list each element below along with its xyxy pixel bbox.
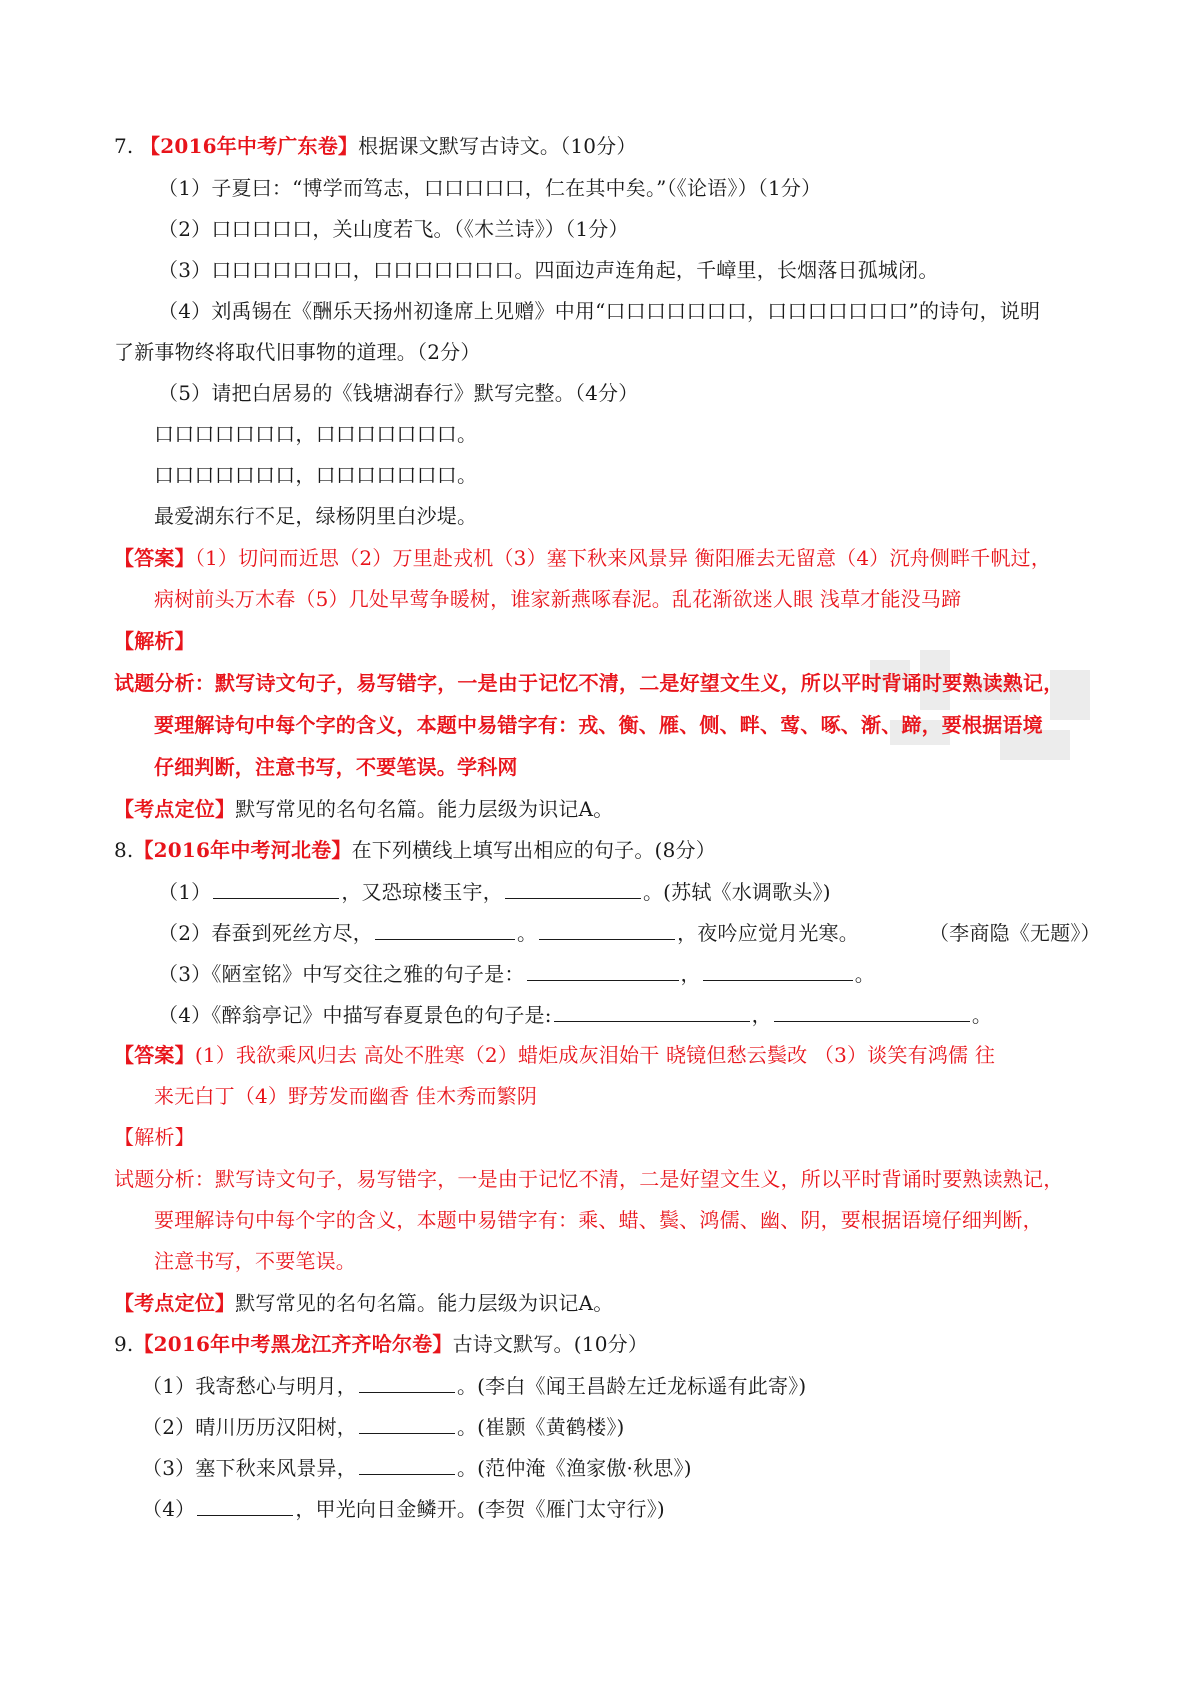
q7-poem-line-3: 最爱湖东行不足，绿杨阴里白沙堤。	[154, 504, 478, 528]
q8-item-2-author: （李商隐《无题》）	[928, 921, 1101, 945]
q8-point	[114, 1290, 613, 1316]
q8-answer-label: 【答案】	[114, 1043, 195, 1067]
q8-answer-line-1: (1）我欲乘风归去 高处不胜寒（2）蜡炬成灰泪始干 晓镜但愁云鬓改 （3）谈笑有鸿儒 往	[194, 1043, 996, 1067]
q7-source: 【2016年中考广东卷】	[140, 134, 359, 158]
q7-title: 根据课文默写古诗文。（10分）	[358, 134, 637, 158]
q8-heading	[114, 837, 716, 863]
q9-heading	[114, 1331, 648, 1357]
q7-item-1: （1）子夏曰：“博学而笃志，口口口口口，仁在其中矣。”（《论语》）（1分）	[158, 176, 822, 200]
q7-analysis-line-2: 要理解诗句中每个字的含义，本题中易错字有：戎、衡、雁、侧、畔、莺、啄、渐、蹄，要根据语境	[154, 713, 1043, 737]
q8-analysis-line-3: 注意书写，不要笔误。	[154, 1249, 356, 1273]
q7-answer-label: 【答案】	[114, 546, 195, 570]
q8-answer	[114, 1042, 995, 1068]
q8-answer-line-2: 来无白丁（4）野芳发而幽香 佳木秀而繁阴	[154, 1084, 538, 1108]
q7-answer	[114, 545, 1051, 571]
q7-analysis-line-3: 仔细判断，注意书写，不要笔误。学科网	[154, 755, 518, 779]
q8-blank-1[interactable]	[213, 878, 339, 899]
q8-blank-2[interactable]	[505, 878, 641, 899]
q7-item-4: （4）刘禹锡在《酬乐天扬州初逢席上见赠》中用“口口口口口口口，口口口口口口口”的诗句，说明	[158, 299, 1041, 323]
q7-item-2: （2）口口口口口，关山度若飞。（《木兰诗》）（1分）	[158, 217, 629, 241]
q8-analysis-line-2: 要理解诗句中每个字的含义，本题中易错字有：乘、蜡、鬓、鸿儒、幽、阴，要根据语境仔细判断，	[154, 1208, 1043, 1232]
q8-blank-3[interactable]	[375, 919, 515, 940]
q9-item-4	[142, 1495, 665, 1522]
q9-item-3	[142, 1454, 692, 1481]
q8-point-label: 【考点定位】	[114, 1291, 236, 1315]
q8-number: 8.	[114, 838, 134, 862]
q8-source: 【2016年中考河北卷】	[133, 838, 352, 862]
q9-item-3-prefix: （3）塞下秋来风景异，	[142, 1456, 357, 1480]
q8-item-2-mid: 。	[516, 921, 538, 945]
q8-item-4-suffix: 。	[971, 1003, 993, 1027]
q7-point-text: 默写常见的名句名篇。能力层级为识记A。	[235, 797, 614, 821]
q8-item-2	[158, 919, 1101, 946]
q9-blank-1[interactable]	[359, 1372, 455, 1393]
q8-item-2-prefix: （2）春蚕到死丝方尽，	[158, 921, 373, 945]
q9-blank-4[interactable]	[197, 1495, 293, 1516]
q8-item-4	[158, 1001, 992, 1028]
q9-item-3-suffix: 。(范仲淹《渔家傲·秋思》)	[456, 1456, 692, 1480]
q9-blank-2[interactable]	[359, 1413, 455, 1434]
q9-item-2-suffix: 。(崔颢《黄鹤楼》)	[456, 1415, 625, 1439]
q7-item-5: （5）请把白居易的《钱塘湖春行》默写完整。（4分）	[158, 381, 639, 405]
q7-point	[114, 796, 613, 822]
q8-item-3-mid: ，	[680, 962, 701, 986]
q9-item-4-prefix: （4）	[142, 1497, 196, 1521]
q7-analysis-label: 【解析】	[114, 629, 195, 653]
q8-analysis-line-1: 试题分析：默写诗文句子，易写错字，一是由于记忆不清，二是好望文生义，所以平时背诵时要熟读熟记，	[114, 1167, 1064, 1191]
q7-answer-line-1: （1）切问而近思（2）万里赴戎机（3）塞下秋来风景异 衡阳雁去无留意（4）沉舟侧畔千帆过，	[194, 546, 1052, 570]
q9-title: 古诗文默写。(10分）	[452, 1332, 649, 1356]
q8-blank-7[interactable]	[554, 1001, 750, 1022]
q9-item-1	[142, 1372, 806, 1399]
q9-item-2	[142, 1413, 625, 1440]
q9-number: 9.	[114, 1332, 134, 1356]
q8-item-1-suffix: 。(苏轼《水调歌头》)	[642, 880, 831, 904]
q7-item-4-cont: 了新事物终将取代旧事物的道理。（2分）	[114, 340, 481, 364]
q9-item-2-prefix: （2）晴川历历汉阳树，	[142, 1415, 357, 1439]
q8-item-2-suffix: ，夜吟应觉月光寒。	[677, 921, 859, 945]
q7-heading	[114, 133, 637, 159]
q7-poem-line-1: 口口口口口口口，口口口口口口口。	[154, 422, 478, 446]
q8-item-1-mid: ，又恐琼楼玉宇，	[341, 880, 503, 904]
q9-item-4-suffix: ，甲光向日金鳞开。(李贺《雁门太守行》)	[295, 1497, 665, 1521]
q9-blank-3[interactable]	[359, 1454, 455, 1475]
q8-analysis-label: 【解析】	[114, 1125, 195, 1149]
q8-item-1-prefix: （1）	[158, 880, 212, 904]
q8-blank-4[interactable]	[539, 919, 675, 940]
q8-blank-5[interactable]	[527, 960, 679, 981]
q7-item-3: （3）口口口口口口口，口口口口口口口。四面边声连角起，千嶂里，长烟落日孤城闭。	[158, 258, 939, 282]
q8-point-text: 默写常见的名句名篇。能力层级为识记A。	[235, 1291, 614, 1315]
q9-source: 【2016年中考黑龙江齐齐哈尔卷】	[133, 1332, 453, 1356]
q7-poem-line-2: 口口口口口口口，口口口口口口口。	[154, 463, 478, 487]
q8-item-3-prefix: （3）《陋室铭》中写交往之雅的句子是：	[158, 962, 525, 986]
q8-item-3	[158, 960, 875, 987]
q7-number: 7.	[114, 134, 134, 158]
q8-item-3-suffix: 。	[854, 962, 875, 986]
q8-blank-8[interactable]	[774, 1001, 970, 1022]
q8-item-1	[158, 878, 831, 905]
q8-title: 在下列横线上填写出相应的句子。(8分）	[351, 838, 716, 862]
q8-item-4-prefix: （4）《醉翁亭记》中描写春夏景色的句子是:	[158, 1003, 552, 1027]
q7-point-label: 【考点定位】	[114, 797, 236, 821]
q9-item-1-prefix: （1）我寄愁心与明月，	[142, 1374, 357, 1398]
q9-item-1-suffix: 。(李白《闻王昌龄左迁龙标遥有此寄》)	[456, 1374, 807, 1398]
q7-analysis-line-1: 试题分析：默写诗文句子，易写错字，一是由于记忆不清，二是好望文生义，所以平时背诵时要熟读熟记，	[114, 671, 1064, 695]
q8-item-4-mid: ，	[751, 1003, 772, 1027]
q8-blank-6[interactable]	[703, 960, 853, 981]
q7-answer-line-2: 病树前头万木春（5）几处早莺争暖树，谁家新燕啄春泥。乱花渐欲迷人眼 浅草才能没马蹄	[154, 587, 962, 611]
